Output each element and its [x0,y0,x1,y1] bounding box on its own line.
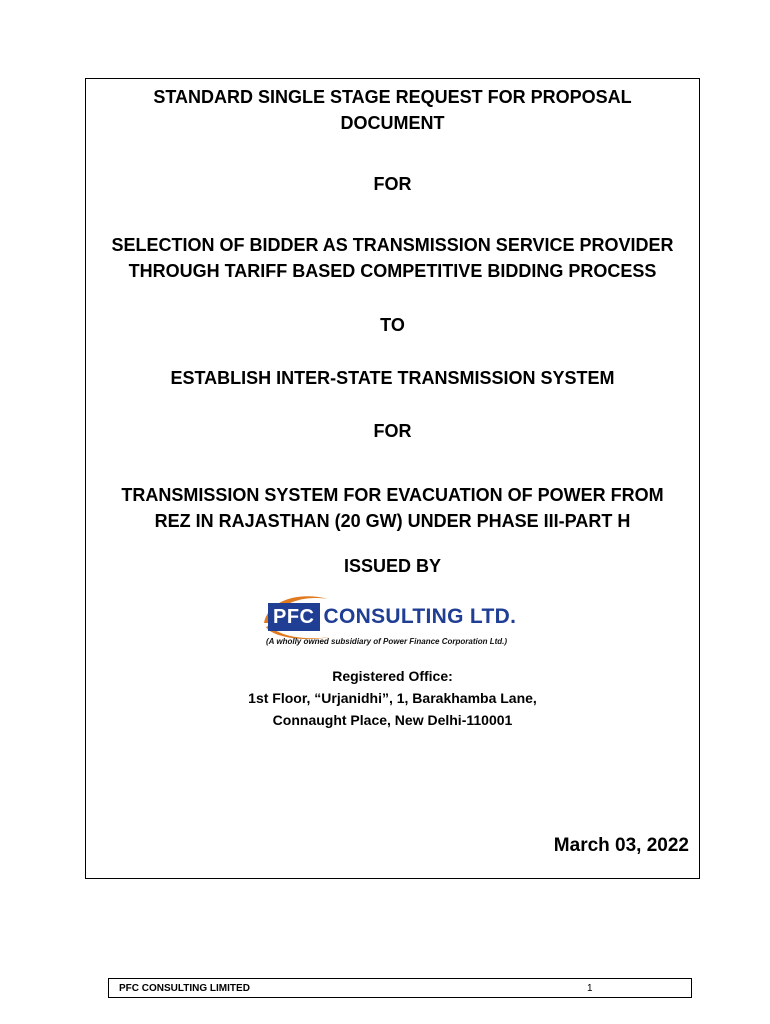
for-heading-2: FOR [373,421,412,441]
address-line-2: Connaught Place, New Delhi-110001 [272,712,513,728]
selection-line-1: SELECTION OF BIDDER AS TRANSMISSION SERVICE PROVIDER [111,235,674,255]
page-footer [108,978,692,998]
footer-company: PFC CONSULTING LIMITED [119,983,250,994]
system-line-1: TRANSMISSION SYSTEM FOR EVACUATION OF POWER FROM [121,485,664,505]
logo-subtitle: (A wholly owned subsidiary of Power Finance Corporation Ltd.) [266,637,508,646]
establish-line: ESTABLISH INTER-STATE TRANSMISSION SYSTEM [170,368,615,388]
registered-office-label: Registered Office: [332,668,453,684]
issue-date: March 03, 2022 [553,835,689,856]
to-heading: TO [380,315,405,335]
title-line-1: STANDARD SINGLE STAGE REQUEST FOR PROPOSAL [153,87,632,107]
issued-by-heading: ISSUED BY [343,556,442,576]
pfc-logo [258,593,528,657]
logo-company-name: CONSULTING LTD. [323,605,517,628]
logo-pfc-mark: PFC [268,603,320,631]
address-line-1: 1st Floor, “Urjanidhi”, 1, Barakhamba Lane, [248,690,537,706]
title-line-2: DOCUMENT [340,113,445,133]
page-number: 1 [587,983,593,994]
cover-frame [85,78,700,879]
for-heading-1: FOR [373,174,412,194]
selection-line-2: THROUGH TARIFF BASED COMPETITIVE BIDDING PROCESS [128,261,657,281]
system-line-2: REZ IN RAJASTHAN (20 GW) UNDER PHASE III-PART H [154,511,631,531]
